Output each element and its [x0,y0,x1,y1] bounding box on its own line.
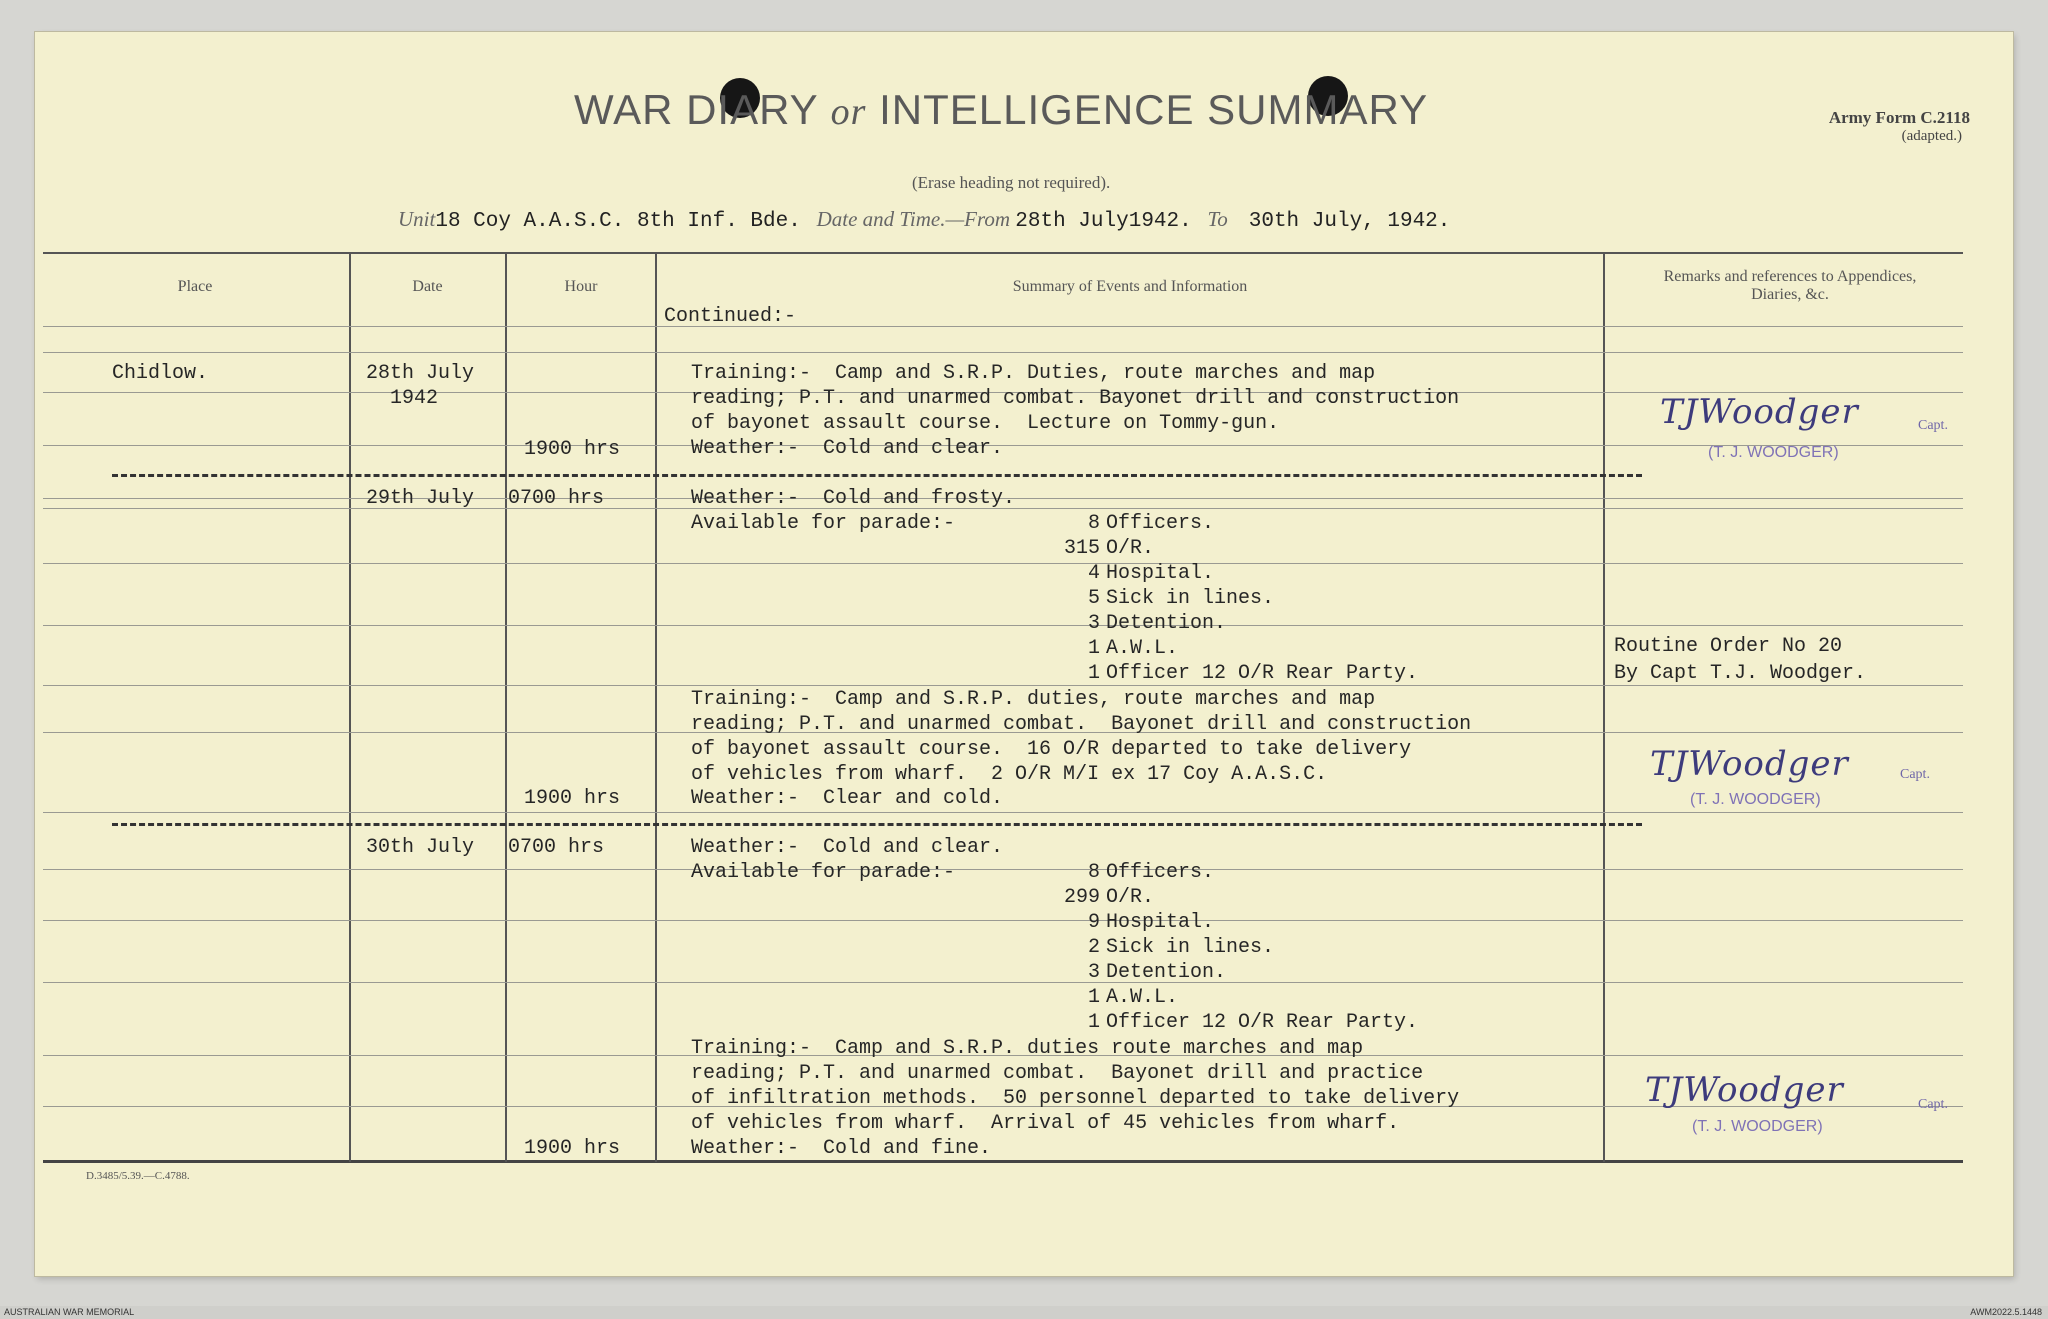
form-subtitle: (Erase heading not required). [912,173,1111,192]
summary-line: Weather:- Cold and clear. [691,437,1004,460]
summary-line: of bayonet assault course. Lecture on Tommy-gun. [691,412,1280,435]
column-divider [349,252,351,1162]
table-top-rule [43,252,1963,254]
col-header-place: Place [177,278,213,295]
parade-category: Detention. [1106,961,1227,984]
parade-category: Sick in lines. [1106,936,1275,959]
col-header-remarks: Remarks and references to Appendices, Diaries, &c. [1663,268,1917,303]
place-cell: Chidlow. [112,362,209,385]
parade-category: Hospital. [1106,562,1215,585]
parade-category: Officers. [1106,512,1215,535]
rank-label: Capt. [1900,767,1930,782]
column-divider [655,252,657,1162]
continued-label: Continued:- [664,305,797,328]
parade-count: 9 [1087,911,1100,934]
table-rule [43,982,1963,983]
hour-cell: 1900 hrs [524,1137,621,1160]
col-header-summary: Summary of Events and Information [1012,278,1248,295]
parade-count: 2 [1087,936,1100,959]
col-header-hour: Hour [564,278,598,295]
table-rule [43,685,1963,686]
army-form-number: Army Form C.2118 (adapted.) [1828,108,1970,144]
entry-separator [112,823,1642,826]
date-cell: 30th July [366,836,475,859]
from-date: 28th July1942. [1015,210,1192,233]
name-stamp: (T. J. WOODGER) [1692,1118,1823,1135]
table-rule [43,869,1963,870]
summary-line: Training:- Camp and S.R.P. duties route marches and map [691,1037,1364,1060]
summary-line: Weather:- Clear and cold. [691,787,1004,810]
entry-separator [112,474,1642,477]
date-cell: 29th July [366,487,475,510]
parade-count: 299 [1063,886,1100,909]
parade-category: Hospital. [1106,911,1215,934]
parade-count: 1 [1087,637,1100,660]
parade-count: 5 [1087,587,1100,610]
table-rule [43,625,1963,626]
archive-name: AUSTRALIAN WAR MEMORIAL [4,1307,135,1317]
remark-line: By Capt T.J. Woodger. [1614,662,1867,685]
summary-line: of bayonet assault course. 16 O/R departed to take delivery [691,738,1412,761]
table-rule [43,920,1963,921]
hour-cell: 1900 hrs [524,438,621,461]
table-bottom-rule [43,1160,1963,1163]
column-divider [1603,252,1605,1162]
parade-count: 3 [1087,612,1100,635]
unit-value: 18 Coy A.A.S.C. 8th Inf. Bde. [435,210,801,233]
parade-category: Officers. [1106,861,1215,884]
table-rule [43,812,1963,813]
summary-line: Weather:- Cold and clear. [691,836,1004,859]
summary-line: of vehicles from wharf. 2 O/R M/I ex 17 Coy A.A.S.C. [691,763,1328,786]
signature: TJWoodger [1660,392,1859,432]
parade-count: 315 [1063,537,1100,560]
parade-label: Available for parade:- [691,512,956,535]
signature: TJWoodger [1650,744,1849,784]
summary-line: of infiltration methods. 50 personnel departed to take delivery [691,1087,1460,1110]
parade-count: 8 [1087,512,1100,535]
parade-count: 1 [1087,662,1100,685]
date-cell-year: 1942 [390,387,439,410]
parade-category: Detention. [1106,612,1227,635]
summary-line: reading; P.T. and unarmed combat. Bayonet drill and construction [691,713,1472,736]
to-date: 30th July, 1942. [1248,210,1451,233]
col-header-date: Date [412,278,443,295]
archive-footer [0,1306,2048,1319]
parade-category: Sick in lines. [1106,587,1275,610]
summary-line: Training:- Camp and S.R.P. duties, route marches and map [691,688,1376,711]
parade-count: 8 [1087,861,1100,884]
parade-count: 3 [1087,961,1100,984]
parade-count: 1 [1087,986,1100,1009]
summary-line: Weather:- Cold and fine. [691,1137,992,1160]
hour-cell: 1900 hrs [524,787,621,810]
table-rule [43,352,1963,353]
remark-line: Routine Order No 20 [1614,635,1843,658]
unit-date-line: Unit18 Coy A.A.S.C. 8th Inf. Bde. Date and Time.—From 28th July1942. To 30th July, 1942. [398,207,1451,233]
name-stamp: (T. J. WOODGER) [1708,444,1839,461]
parade-category: O/R. [1106,537,1155,560]
table-rule [43,326,1963,327]
parade-category: Officer 12 O/R Rear Party. [1106,1011,1419,1034]
print-code: D.3485/5.39.—C.4788. [86,1170,190,1182]
parade-category: A.W.L. [1106,986,1179,1009]
parade-category: Officer 12 O/R Rear Party. [1106,662,1419,685]
parade-category: O/R. [1106,886,1155,909]
summary-line: of vehicles from wharf. Arrival of 45 vehicles from wharf. [691,1112,1400,1135]
column-divider [505,252,507,1162]
name-stamp: (T. J. WOODGER) [1690,791,1821,808]
summary-line: reading; P.T. and unarmed combat. Bayonet drill and construction [691,387,1460,410]
summary-line: Training:- Camp and S.R.P. Duties, route marches and map [691,362,1376,385]
signature: TJWoodger [1645,1070,1844,1110]
table-rule [43,563,1963,564]
parade-category: A.W.L. [1106,637,1179,660]
parade-label: Available for parade:- [691,861,956,884]
form-title: WAR DIARY or INTELLIGENCE SUMMARY [574,86,1429,133]
hour-cell: 0700 hrs [508,836,605,859]
hour-cell: 0700 hrs [508,487,605,510]
summary-line: Weather:- Cold and frosty. [691,487,1016,510]
archive-ref: AWM2022.5.1448 [1970,1307,2042,1317]
summary-line: reading; P.T. and unarmed combat. Bayonet drill and practice [691,1062,1424,1085]
rank-label: Capt. [1918,418,1948,433]
parade-count: 1 [1087,1011,1100,1034]
date-cell: 28th July [366,362,475,385]
parade-count: 4 [1087,562,1100,585]
rank-label: Capt. [1918,1097,1948,1112]
